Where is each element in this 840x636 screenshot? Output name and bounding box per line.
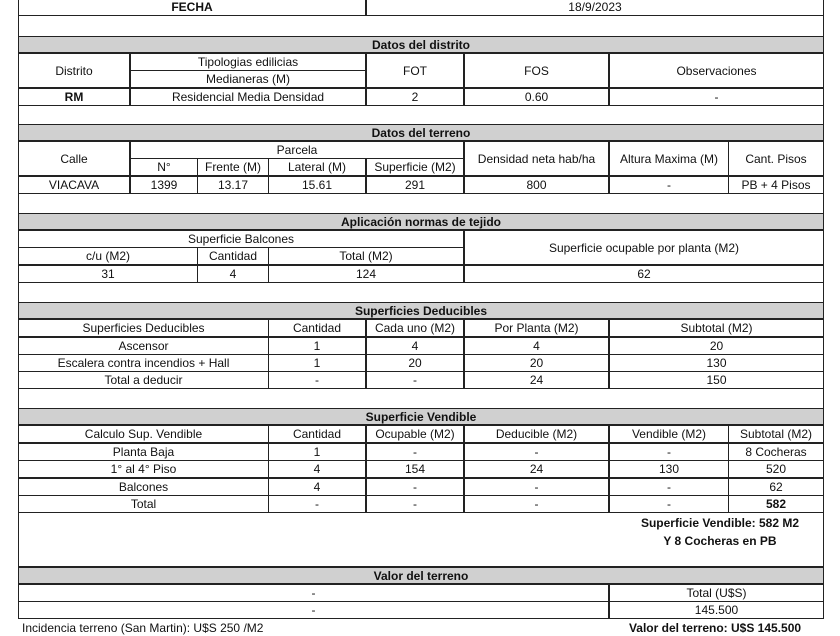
pisos-header: Cant. Pisos (728, 141, 824, 176)
parcela-header: Parcela (130, 141, 464, 159)
vendible-header-ocupable: Ocupable (M2) (366, 425, 464, 443)
table-row-cell: 130 (609, 354, 824, 372)
table-row-cell: - (268, 371, 366, 389)
calle-header: Calle (18, 141, 130, 176)
valor-total-label: Total (U$S) (609, 584, 824, 602)
valor-section-title: Valor del terreno (18, 567, 824, 584)
table-row-cell: - (366, 495, 464, 513)
cantidad-value: 4 (197, 265, 269, 283)
table-row-cell: 4 (268, 478, 366, 496)
table-row-cell: - (366, 443, 464, 461)
incidencia-text: Incidencia terreno (San Martin): U$S 250 /M2 (22, 621, 264, 635)
fecha-label: FECHA (18, 0, 366, 16)
valor-total-value: 145.500 (609, 601, 824, 619)
numero-value: 1399 (130, 176, 198, 194)
table-row-cell: - (609, 443, 729, 461)
table-row-cell: - (609, 478, 729, 496)
right-border (823, 194, 824, 213)
altura-value: - (609, 176, 729, 194)
left-border (18, 389, 19, 408)
valor-left-2: - (18, 601, 609, 619)
table-row-cell: Total (18, 495, 269, 513)
table-row-cell: Planta Baja (18, 443, 269, 461)
left-border (18, 283, 19, 302)
valor-left-1: - (18, 584, 609, 602)
vendible-header-nombre: Calculo Sup. Vendible (18, 425, 269, 443)
ocupable-value: 62 (464, 265, 824, 283)
total-header: Total (M2) (268, 247, 464, 265)
table-row-cell: - (609, 495, 729, 513)
tipologia-value: Residencial Media Densidad (130, 88, 366, 106)
distrito-value: RM (18, 88, 130, 106)
left-border (18, 16, 19, 36)
table-row-cell: 150 (609, 371, 824, 389)
cu-header: c/u (M2) (18, 247, 198, 265)
table-row-cell: - (268, 495, 366, 513)
vendible-summary-line1: Superficie Vendible: 582 M2 (640, 516, 800, 530)
table-row-cell: Escalera contra incendios + Hall (18, 354, 269, 372)
vendible-header-cantidad: Cantidad (268, 425, 366, 443)
right-border (823, 389, 824, 408)
table-row-cell: 4 (366, 337, 464, 355)
table-row-cell: Balcones (18, 478, 269, 496)
table-row-cell: 1 (268, 443, 366, 461)
table-row-cell: 24 (464, 460, 609, 478)
table-row-cell: 130 (609, 460, 729, 478)
table-row-cell: 1 (268, 354, 366, 372)
cantidad-header: Cantidad (197, 247, 269, 265)
distrito-header: Distrito (18, 53, 130, 88)
calle-value: VIACAVA (18, 176, 130, 194)
terreno-section-title: Datos del terreno (18, 124, 824, 141)
fos-header: FOS (464, 53, 609, 88)
deducibles-header-nombre: Superficies Deducibles (18, 319, 269, 337)
left-border (18, 106, 19, 124)
distrito-section-title: Datos del distrito (18, 36, 824, 53)
valor-terreno-text: Valor del terreno: U$S 145.500 (628, 621, 802, 635)
balcones-header: Superficie Balcones (18, 230, 464, 248)
table-row-cell: 20 (366, 354, 464, 372)
right-border (823, 283, 824, 302)
vendible-total-value: 582 (728, 495, 824, 513)
right-border (823, 106, 824, 124)
cu-value: 31 (18, 265, 198, 283)
vendible-header-deducible: Deducible (M2) (464, 425, 609, 443)
observaciones-header: Observaciones (609, 53, 824, 88)
medianeras-header: Medianeras (M) (130, 70, 366, 88)
superficie-header: Superficie (M2) (366, 158, 464, 176)
frente-header: Frente (M) (197, 158, 269, 176)
right-border (823, 16, 824, 36)
table-row-cell: 1° al 4° Piso (18, 460, 269, 478)
table-row-cell: 8 Cocheras (728, 443, 824, 461)
pisos-value: PB + 4 Pisos (728, 176, 824, 194)
densidad-value: 800 (464, 176, 609, 194)
deducibles-header-cada-uno: Cada uno (M2) (366, 319, 464, 337)
lateral-value: 15.61 (268, 176, 366, 194)
table-row-cell: 62 (728, 478, 824, 496)
superficie-value: 291 (366, 176, 464, 194)
vendible-header-subtotal: Subtotal (M2) (728, 425, 824, 443)
numero-header: N° (130, 158, 198, 176)
table-row-cell: - (366, 478, 464, 496)
table-row-cell: 20 (464, 354, 609, 372)
ocupable-header: Superficie ocupable por planta (M2) (464, 230, 824, 265)
table-row-cell: - (464, 495, 609, 513)
vendible-section-title: Superficie Vendible (18, 408, 824, 425)
total-value: 124 (268, 265, 464, 283)
frente-value: 13.17 (197, 176, 269, 194)
tejido-section-title: Aplicación normas de tejido (18, 213, 824, 230)
fot-value: 2 (366, 88, 464, 106)
deducibles-header-subtotal: Subtotal (M2) (609, 319, 824, 337)
table-row-cell: 4 (268, 460, 366, 478)
table-row-cell: 1 (268, 337, 366, 355)
table-row-cell: - (464, 478, 609, 496)
deducibles-section-title: Superficies Deducibles (18, 302, 824, 319)
table-row-cell: 154 (366, 460, 464, 478)
vendible-header-vendible: Vendible (M2) (609, 425, 729, 443)
altura-header: Altura Maxima (M) (609, 141, 729, 176)
vendible-summary-line2: Y 8 Cocheras en PB (663, 534, 777, 548)
table-row-cell: - (464, 443, 609, 461)
table-row-cell: 20 (609, 337, 824, 355)
deducibles-header-cantidad: Cantidad (268, 319, 366, 337)
table-row-cell: Ascensor (18, 337, 269, 355)
lateral-header: Lateral (M) (268, 158, 366, 176)
left-border (18, 194, 19, 213)
deducibles-header-por-planta: Por Planta (M2) (464, 319, 609, 337)
table-row-cell: 4 (464, 337, 609, 355)
tipologias-header: Tipologias edilicias (130, 53, 366, 71)
fot-header: FOT (366, 53, 464, 88)
fos-value: 0.60 (464, 88, 609, 106)
observaciones-value: - (609, 88, 824, 106)
table-row-cell: - (366, 371, 464, 389)
table-row-cell: 24 (464, 371, 609, 389)
fecha-value: 18/9/2023 (366, 0, 824, 16)
densidad-header: Densidad neta hab/ha (464, 141, 609, 176)
table-row-cell: 520 (728, 460, 824, 478)
table-row-cell: Total a deducir (18, 371, 269, 389)
